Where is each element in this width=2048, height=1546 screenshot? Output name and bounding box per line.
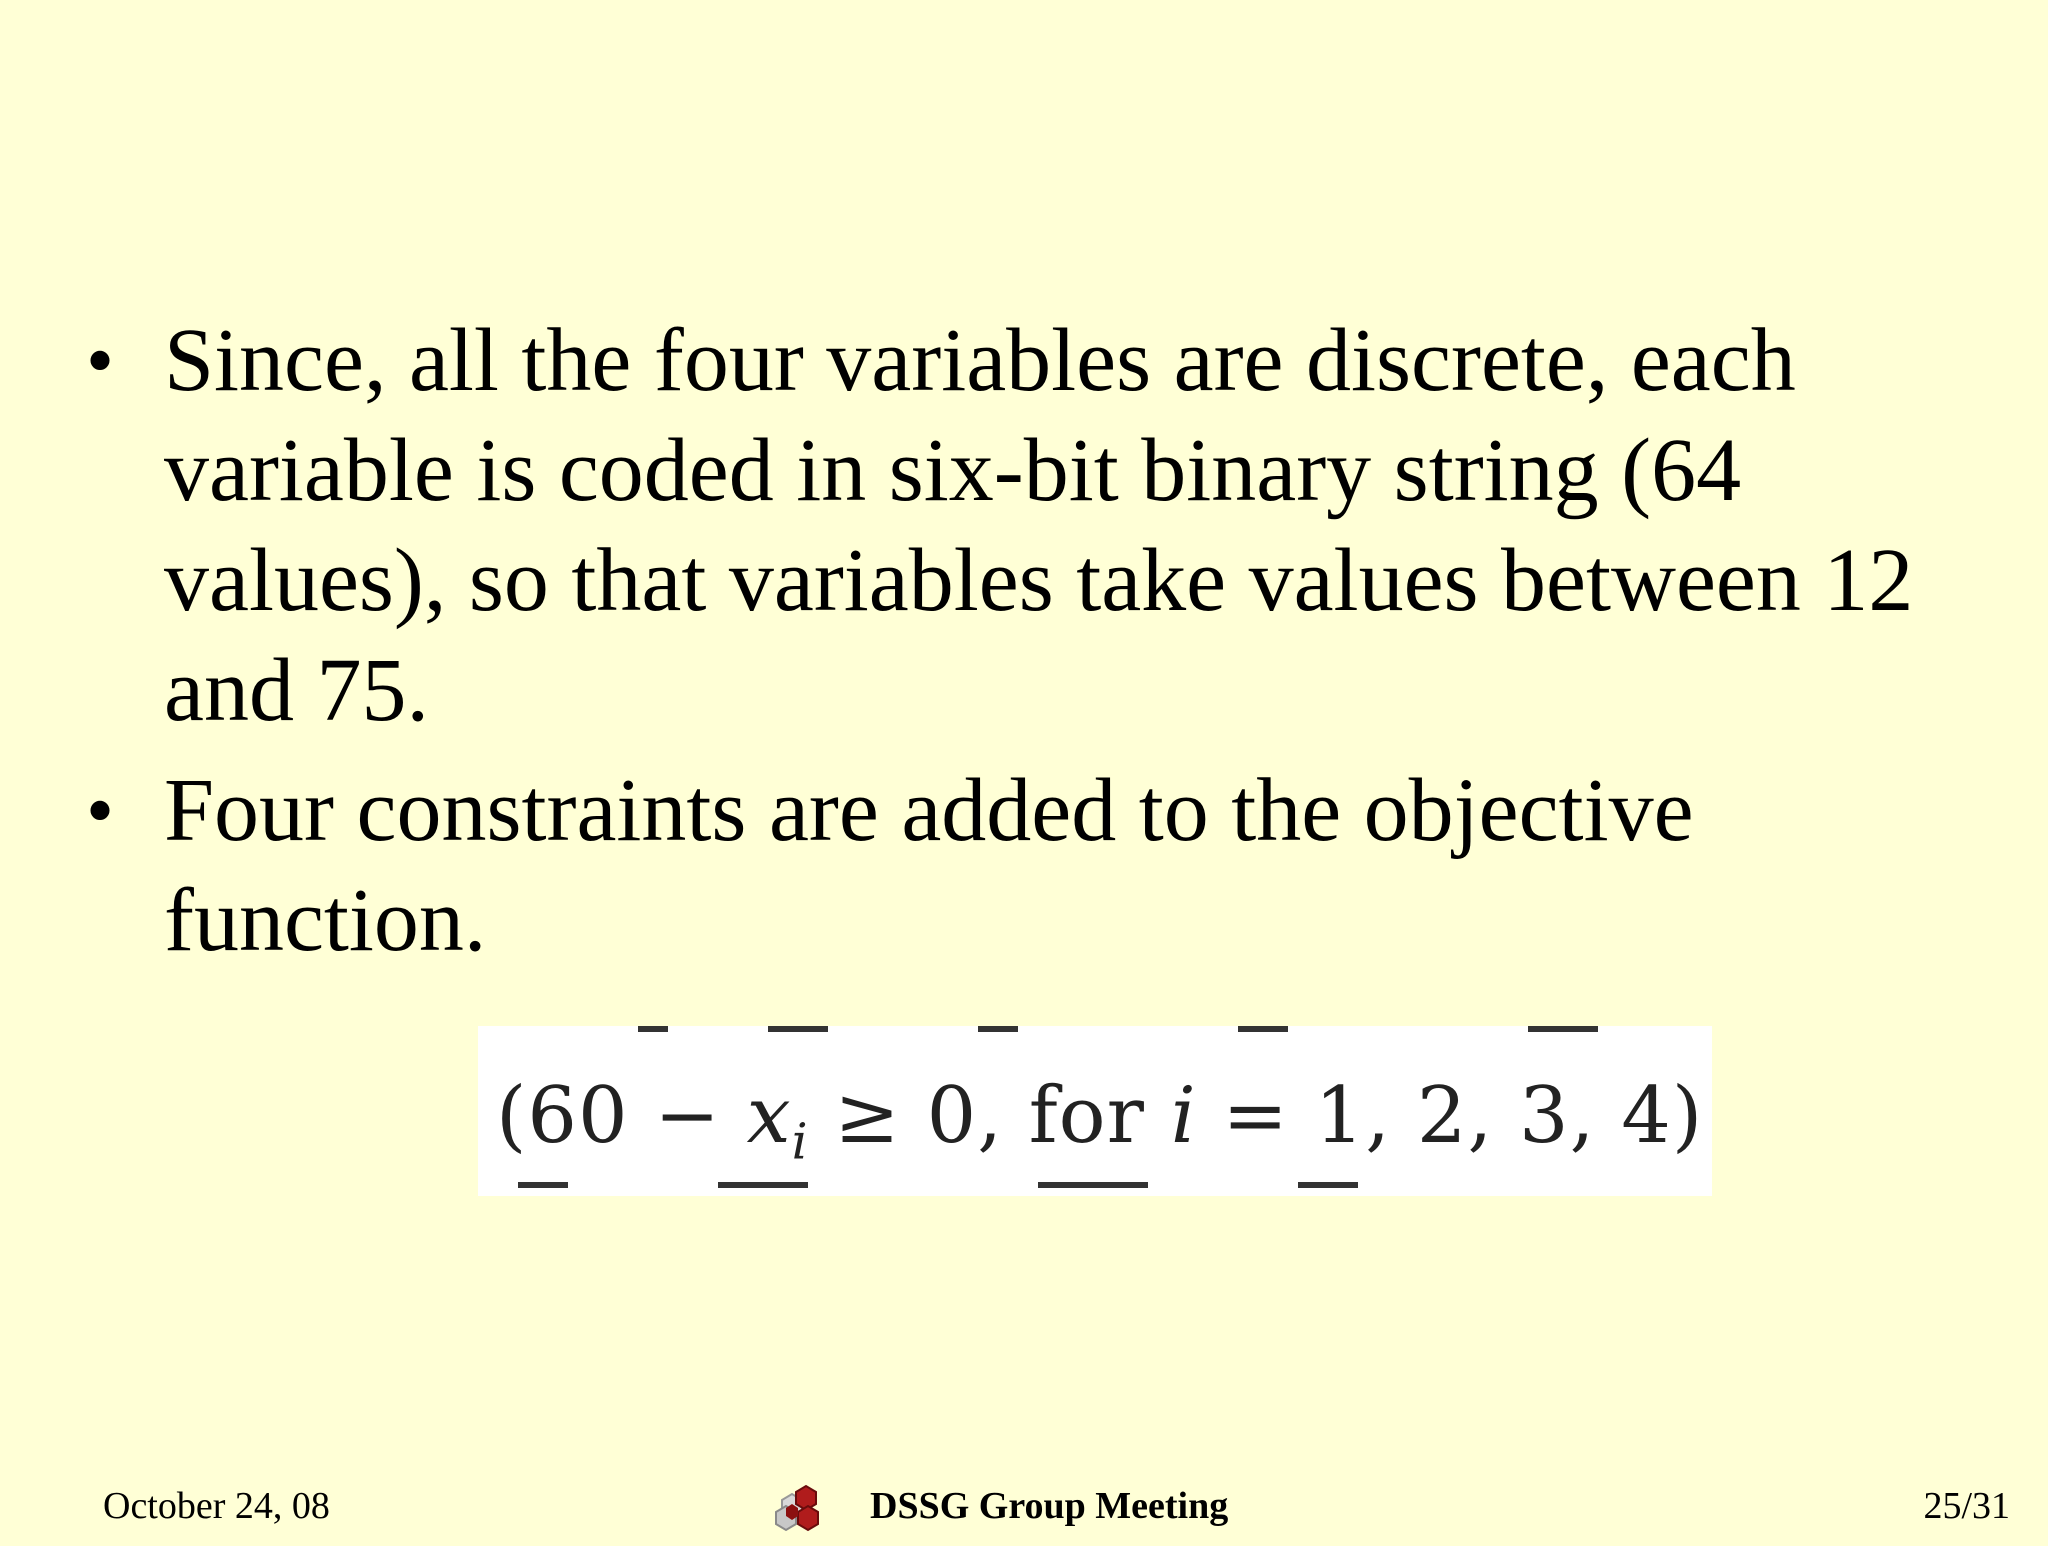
page-number: 25/31 <box>1923 1485 2010 1527</box>
bullet-item <box>80 756 1980 976</box>
equation-relation: ≥ 0, for <box>808 1071 1171 1161</box>
equation-rest: = 1, 2, 3, 4) <box>1196 1071 1704 1161</box>
equation-subscript: i <box>791 1112 809 1171</box>
slide-footer <box>0 1478 2048 1538</box>
bullet-dot-icon: • <box>85 317 114 405</box>
equation-text <box>496 1066 1703 1192</box>
equation-cropped-edge <box>478 1182 1712 1196</box>
bullet-line: function. <box>164 871 487 970</box>
equation-variable: x <box>746 1071 792 1161</box>
equation-cropped-edge <box>478 1026 1712 1040</box>
bullet-line: variable is coded in six-bit binary string (64 <box>164 421 1742 520</box>
equation-image <box>478 1026 1712 1196</box>
equation-index: i <box>1170 1071 1197 1161</box>
bullet-line: values), so that variables take values between 12 <box>164 531 1914 630</box>
bullet-line: Four constraints are added to the objective <box>164 761 1694 860</box>
hexagon-logo-icon <box>768 1478 830 1536</box>
bullet-list <box>80 306 1980 986</box>
bullet-item <box>80 306 1980 746</box>
bullet-line: Since, all the four variables are discrete, each <box>164 311 1796 410</box>
bullet-dot-icon: • <box>85 767 114 855</box>
bullet-line: and 75. <box>164 641 429 740</box>
footer-title: DSSG Group Meeting <box>870 1485 1229 1527</box>
equation-open: (60 − <box>496 1071 747 1161</box>
footer-date: October 24, 08 <box>103 1485 330 1527</box>
